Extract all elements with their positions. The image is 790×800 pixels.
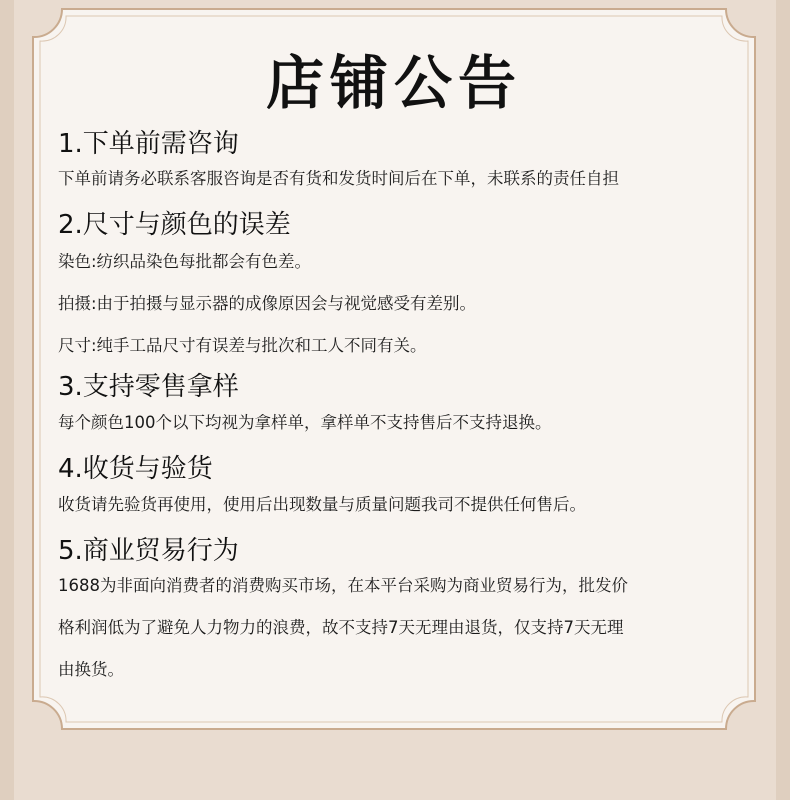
section-text-line: 格利润低为了避免人力物力的浪费，故不支持7天无理由退货，仅支持7天无理 — [58, 618, 624, 637]
background-stripe-left — [0, 0, 14, 800]
section-text-line: 下单前请务必联系客服咨询是否有货和发货时间后在下单，未联系的责任自担 — [58, 169, 619, 188]
page-title: 店铺公告 — [265, 49, 522, 117]
section-text-line: 染色:纺织品染色每批都会有色差。 — [58, 252, 312, 271]
section-heading-size-color-error: 2.尺寸与颜色的误差 — [58, 210, 291, 240]
section-text-line: 每个颜色100个以下均视为拿样单，拿样单不支持售后不支持退换。 — [58, 413, 552, 432]
section-text-line: 尺寸:纯手工品尺寸有误差与批次和工人不同有关。 — [58, 336, 427, 355]
section-text-line: 拍摄:由于拍摄与显示器的成像原因会与视觉感受有差别。 — [58, 294, 477, 313]
section-text-line: 由换货。 — [58, 660, 124, 679]
background-stripe-right — [776, 0, 790, 800]
section-heading-order-consult: 1.下单前需咨询 — [58, 129, 239, 159]
section-heading-business-trade: 5.商业贸易行为 — [58, 536, 239, 566]
notice-panel — [32, 8, 756, 730]
section-text-line: 1688为非面向消费者的消费购买市场，在本平台采购为商业贸易行为，批发价 — [58, 576, 628, 595]
section-text-line: 收货请先验货再使用，使用后出现数量与质量问题我司不提供任何售后。 — [58, 495, 586, 514]
section-heading-retail-sample: 3.支持零售拿样 — [58, 372, 239, 402]
section-heading-receipt-inspection: 4.收货与验货 — [58, 454, 213, 484]
